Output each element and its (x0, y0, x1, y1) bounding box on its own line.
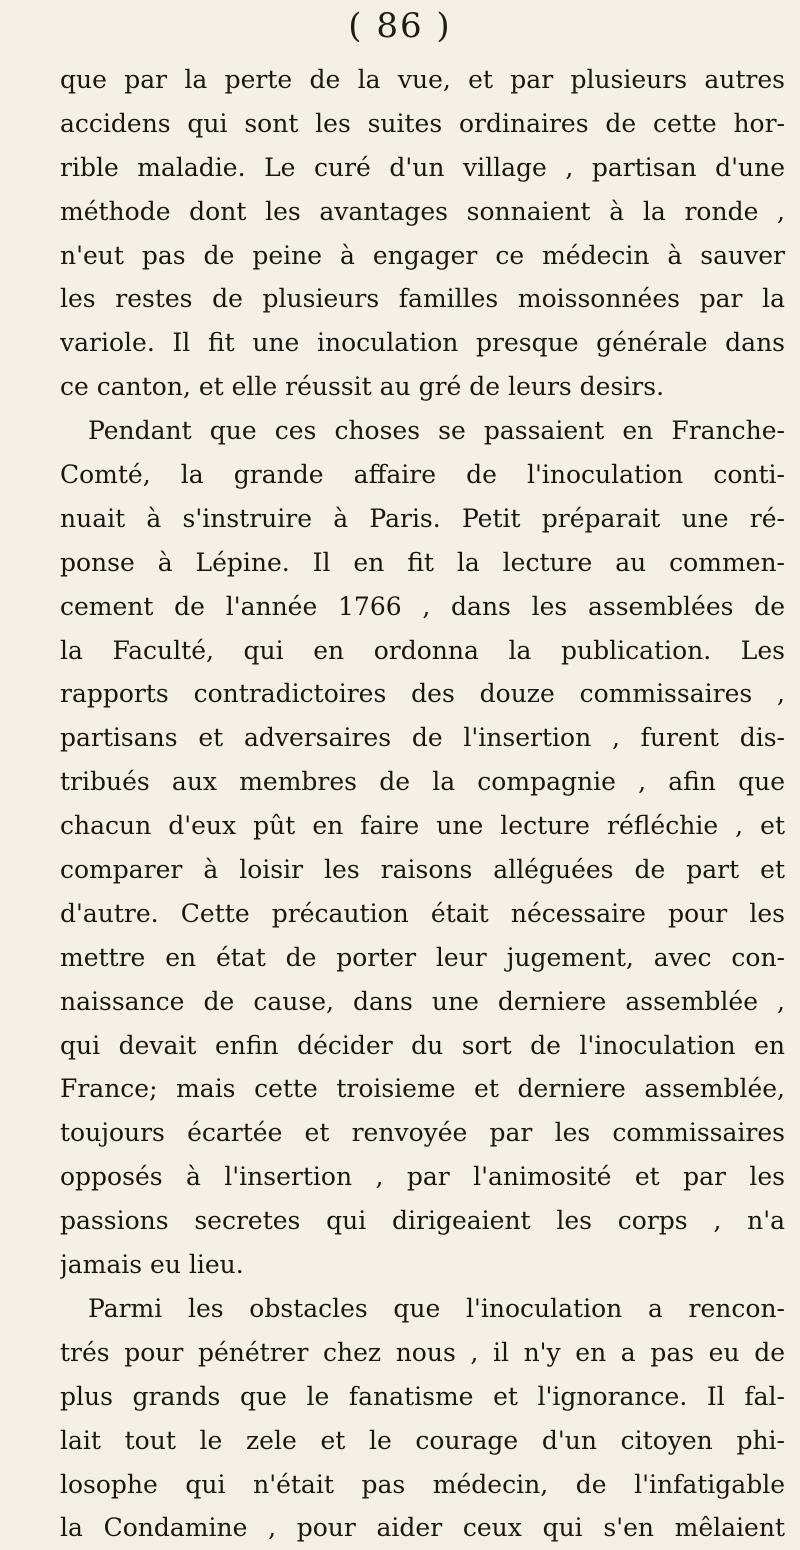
text-line: d'autre. Cette précaution était nécessaire pour les (60, 898, 785, 928)
text-line: Comté, la grande affaire de l'inoculation conti- (60, 460, 785, 490)
text-line: méthode dont les avantages sonnaient à la ronde , (60, 196, 785, 226)
text-line: rible maladie. Le curé d'un village , partisan d'une (60, 152, 785, 182)
text-line: que par la perte de la vue, et par plusieurs autres (60, 65, 785, 94)
text-line: Pendant que ces choses se passaient en Franche- (88, 416, 785, 446)
text-line: la Faculté, qui en ordonna la publication. Les (60, 635, 785, 665)
text-line: passions secretes qui dirigeaient les corps , n'a (60, 1206, 785, 1236)
text-line: comparer à loisir les raisons alléguées de part et (60, 855, 785, 885)
body-text (60, 58, 785, 1550)
text-line: Parmi les obstacles que l'inoculation a rencon- (88, 1293, 785, 1323)
text-line: lait tout le zele et le courage d'un citoyen phi- (60, 1425, 785, 1455)
text-line: mettre en état de porter leur jugement, avec con- (60, 942, 785, 972)
text-line: rapports contradictoires des douze commissaires , (60, 679, 785, 709)
text-line: nuait à s'instruire à Paris. Petit préparait une ré- (60, 503, 785, 533)
text-line: toujours écartée et renvoyée par les commissaires (60, 1118, 785, 1148)
text-line: n'eut pas de peine à engager ce médecin à sauver (60, 240, 785, 270)
text-line: la Condamine , pour aider ceux qui s'en mêlaient (60, 1513, 785, 1543)
text-line: partisans et adversaires de l'insertion , furent dis- (60, 723, 785, 753)
text-line: cement de l'année 1766 , dans les assemblées de (60, 591, 785, 621)
text-line: variole. Il fit une inoculation presque générale dans (60, 328, 785, 358)
text-line: accidens qui sont les suites ordinaires de cette hor- (60, 108, 785, 138)
text-line: ponse à Lépine. Il en fit la lecture au commen- (60, 547, 785, 577)
text-line: opposés à l'insertion , par l'animosité et par les (60, 1162, 785, 1192)
text-line: losophe qui n'était pas médecin, de l'infatigable (60, 1469, 785, 1499)
text-line: France; mais cette troisieme et derniere assemblée, (60, 1074, 785, 1104)
text-line: qui devait enfin décider du sort de l'inoculation en (60, 1030, 785, 1060)
page-number: ( 86 ) (348, 6, 452, 46)
text-line: jamais eu lieu. (60, 1250, 244, 1280)
text-line: les restes de plusieurs familles moissonnées par la (60, 284, 785, 314)
text-line: chacun d'eux pût en faire une lecture réfléchie , et (60, 811, 785, 841)
text-line: ce canton, et elle réussit au gré de leurs desirs. (60, 372, 665, 402)
text-line: tribués aux membres de la compagnie , afin que (60, 767, 785, 797)
text-line: trés pour pénétrer chez nous , il n'y en a pas eu de (60, 1337, 785, 1367)
text-line: naissance de cause, dans une derniere assemblée , (60, 986, 785, 1016)
text-line: plus grands que le fanatisme et l'ignorance. Il fal- (60, 1381, 785, 1411)
